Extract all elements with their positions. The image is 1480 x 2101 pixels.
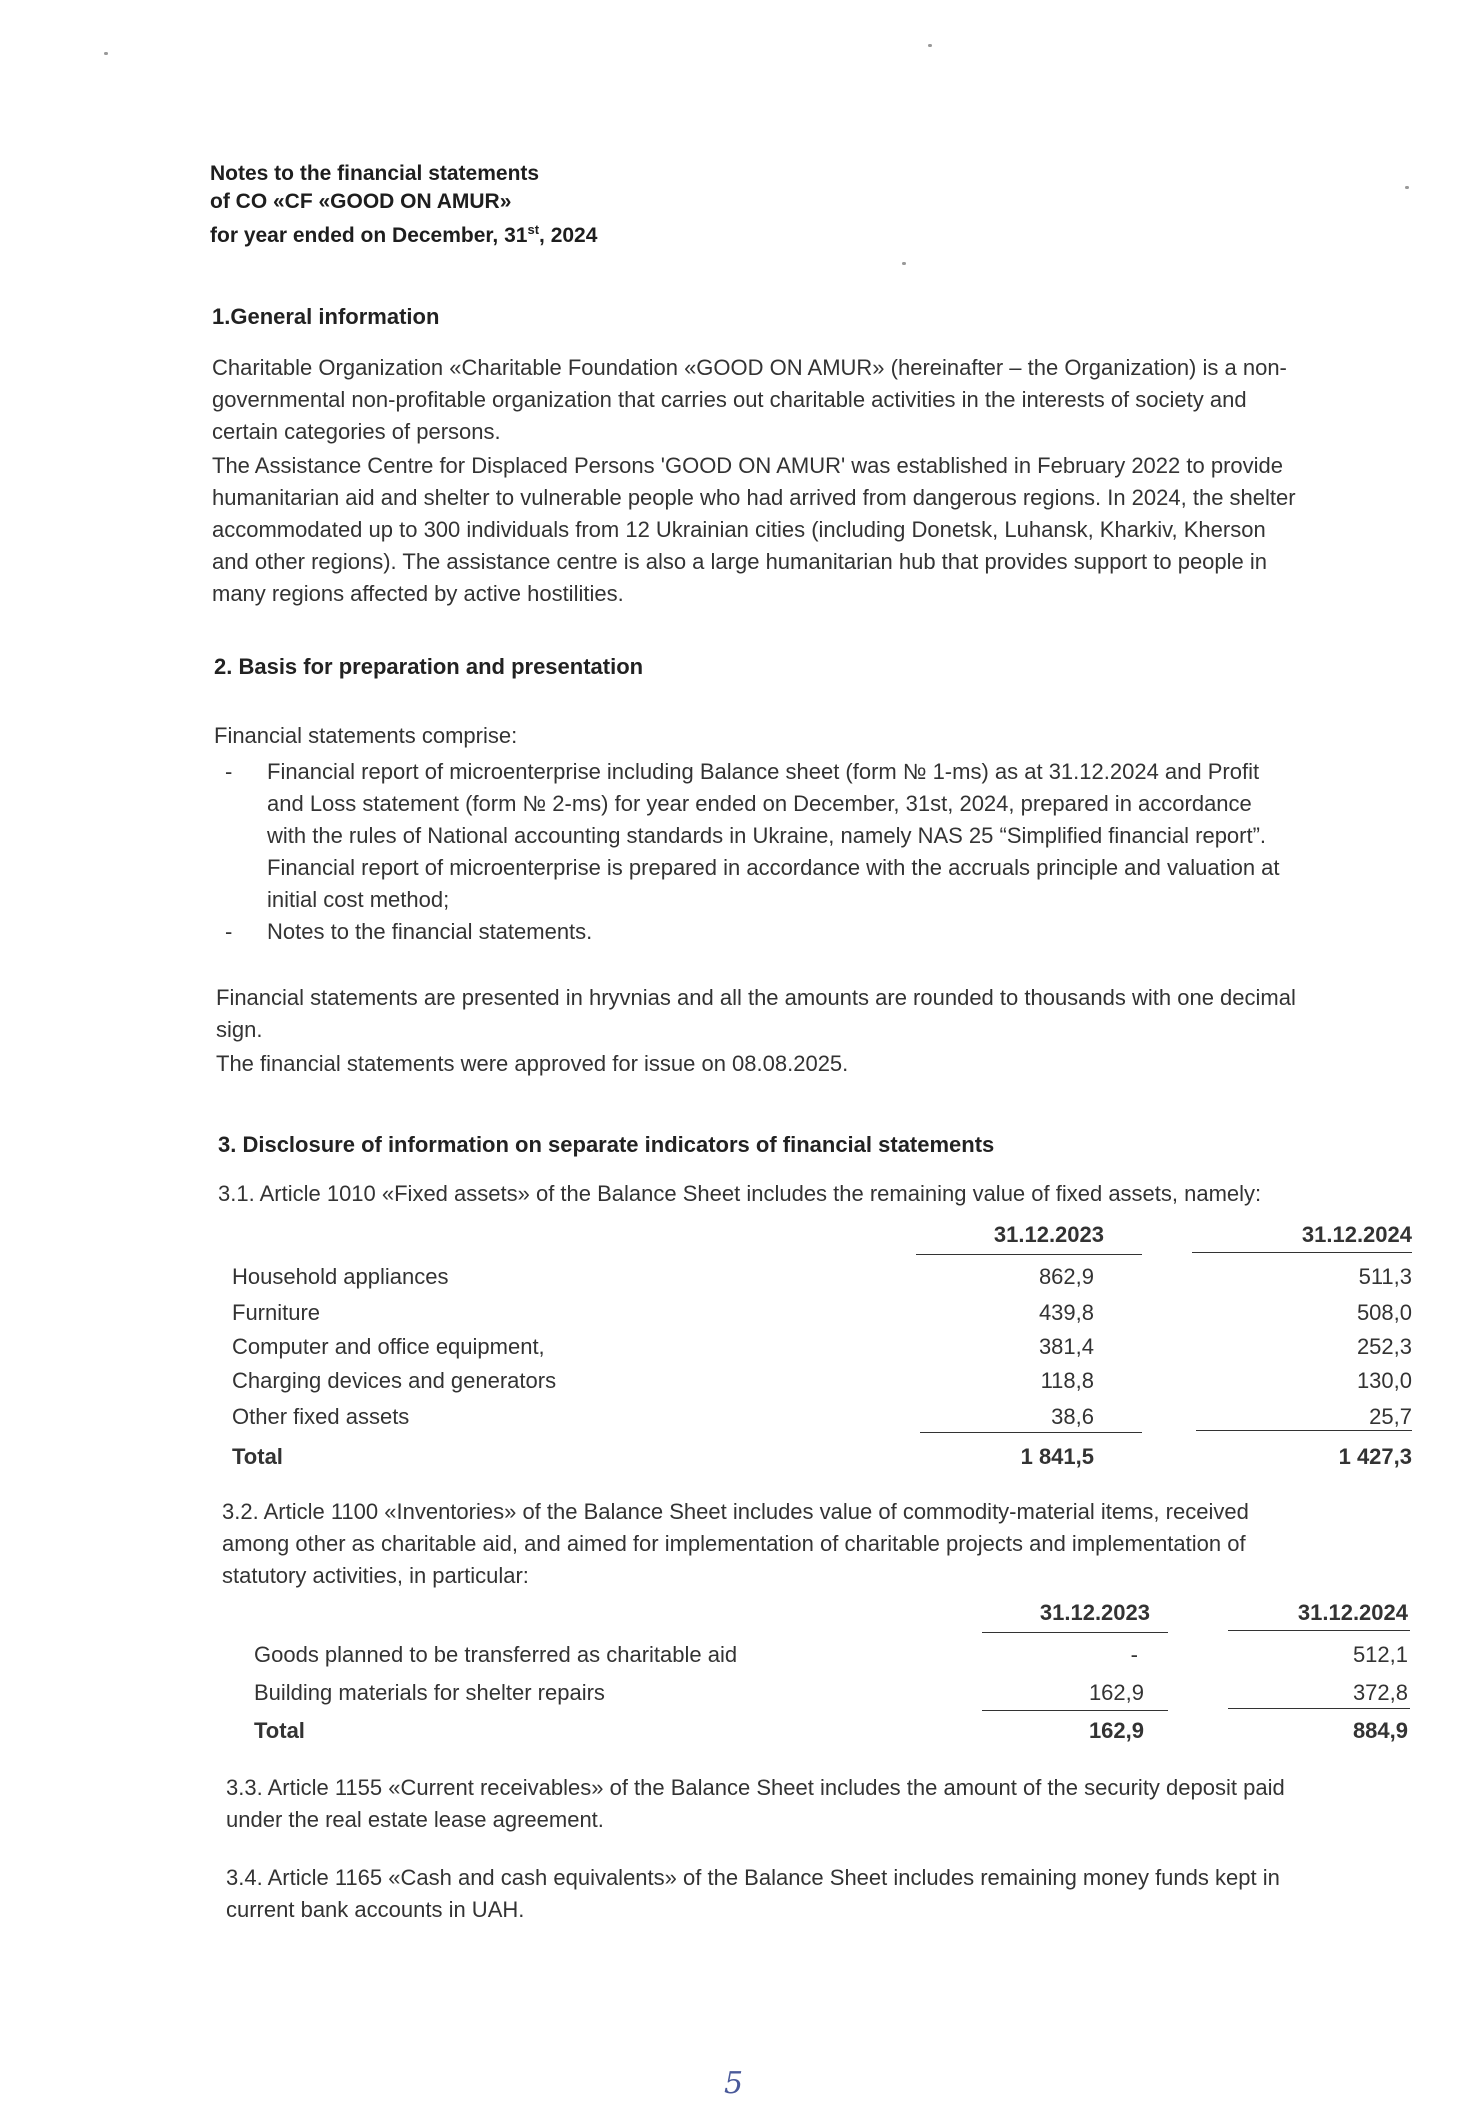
scan-speck bbox=[928, 44, 932, 47]
table-row bbox=[232, 1334, 1412, 1366]
table-row bbox=[232, 1368, 1412, 1400]
title-line-3-end: , 2024 bbox=[539, 224, 598, 247]
text-line: under the real estate lease agreement. bbox=[226, 1807, 604, 1832]
text-line: with the rules of National accounting standards in Ukraine, namely NAS 25 “Simplified financial report”. bbox=[267, 823, 1267, 848]
row-label: Furniture bbox=[232, 1300, 321, 1325]
section-3-1-text: 3.1. Article 1010 «Fixed assets» of the Balance Sheet includes the remaining value of fixed assets, namely: bbox=[218, 1181, 1262, 1206]
section-2-heading: 2. Basis for preparation and presentation bbox=[214, 654, 644, 679]
text-line: sign. bbox=[216, 1017, 263, 1042]
row-label: Household appliances bbox=[232, 1264, 449, 1289]
total-2024: 1 427,3 bbox=[1338, 1444, 1412, 1469]
title-line-1: Notes to the financial statements bbox=[210, 162, 540, 185]
text-line: and other regions). The assistance centre is also a large humanitarian hub that provides support to people in bbox=[212, 549, 1268, 574]
text-line: among other as charitable aid, and aimed for implementation of charitable projects and implementation of bbox=[222, 1531, 1246, 1556]
total-rule-2023 bbox=[920, 1432, 1142, 1433]
bullet-dash: - bbox=[225, 759, 233, 784]
total-rule-2024 bbox=[1228, 1708, 1410, 1709]
section-1-paragraph-1 bbox=[212, 352, 1412, 448]
column-header-2024: 31.12.2024 bbox=[1297, 1600, 1408, 1625]
section-3-3-text bbox=[226, 1772, 1422, 1836]
scan-speck bbox=[104, 52, 108, 55]
title-line-3 bbox=[210, 216, 597, 250]
title-line-3-text: for year ended on December, 31 bbox=[210, 224, 528, 247]
section-3-heading: 3. Disclosure of information on separate indicators of financial statements bbox=[218, 1132, 995, 1157]
section-3-2-text bbox=[222, 1496, 1420, 1592]
value-2023: 439,8 bbox=[1038, 1300, 1094, 1325]
value-2023: 118,8 bbox=[1040, 1368, 1094, 1393]
value-2023: 862,9 bbox=[1038, 1264, 1094, 1289]
table-header-row bbox=[254, 1600, 1410, 1632]
total-2023: 1 841,5 bbox=[1020, 1444, 1094, 1469]
text-line: Financial statements are presented in hryvnias and all the amounts are rounded to thousands with one decimal bbox=[216, 985, 1296, 1010]
column-header-2023: 31.12.2023 bbox=[993, 1222, 1104, 1247]
total-2023: 162,9 bbox=[1088, 1718, 1144, 1743]
table-row bbox=[232, 1300, 1412, 1332]
row-label: Building materials for shelter repairs bbox=[254, 1680, 605, 1705]
text-line: initial cost method; bbox=[267, 887, 450, 912]
header-underline-2024 bbox=[1228, 1630, 1410, 1631]
value-2023: - bbox=[1130, 1642, 1138, 1667]
title-line-2: of CO «CF «GOOD ON AMUR» bbox=[210, 190, 512, 213]
row-label: Other fixed assets bbox=[232, 1404, 410, 1429]
section-2-bullet-list bbox=[215, 756, 1415, 948]
section-2-intro: Financial statements comprise: bbox=[214, 723, 518, 748]
bullet-item bbox=[215, 916, 1415, 948]
inventories-table bbox=[254, 1598, 1410, 1758]
text-line: 3.2. Article 1100 «Inventories» of the Balance Sheet includes value of commodity-material items, received bbox=[222, 1499, 1249, 1524]
text-line: governmental non-profitable organization that carries out charitable activities in the interests of society and bbox=[212, 387, 1247, 412]
value-2024: 511,3 bbox=[1358, 1264, 1412, 1289]
table-total-row bbox=[232, 1444, 1412, 1476]
text-line: many regions affected by active hostilities. bbox=[212, 581, 624, 606]
header-underline-2024 bbox=[1192, 1252, 1412, 1253]
section-3-4-text bbox=[226, 1862, 1422, 1926]
header-underline-2023 bbox=[916, 1254, 1142, 1255]
header-underline-2023 bbox=[982, 1632, 1168, 1633]
fixed-assets-table bbox=[232, 1220, 1412, 1480]
total-label: Total bbox=[254, 1718, 305, 1743]
scan-speck bbox=[1405, 186, 1409, 189]
text-line: 3.4. Article 1165 «Cash and cash equivalents» of the Balance Sheet includes remaining money funds kept in bbox=[226, 1865, 1280, 1890]
section-2-paragraph-2: The financial statements were approved for issue on 08.08.2025. bbox=[216, 1051, 849, 1076]
text-line: certain categories of persons. bbox=[212, 419, 501, 444]
text-line: humanitarian aid and shelter to vulnerable people who had arrived from dangerous regions. In 2024, the shelter bbox=[212, 485, 1296, 510]
table-total-row bbox=[254, 1718, 1410, 1750]
scan-speck bbox=[902, 262, 906, 265]
page-number: 5 bbox=[724, 2066, 744, 2101]
text-line: Charitable Organization «Charitable Foundation «GOOD ON AMUR» (hereinafter – the Organization) is a non- bbox=[212, 355, 1287, 380]
value-2024: 512,1 bbox=[1352, 1642, 1408, 1667]
value-2024: 252,3 bbox=[1356, 1334, 1412, 1359]
value-2024: 508,0 bbox=[1356, 1300, 1412, 1325]
row-label: Goods planned to be transferred as charitable aid bbox=[254, 1642, 738, 1667]
section-2-paragraph-1 bbox=[216, 982, 1416, 1046]
section-1-heading: 1.General information bbox=[212, 304, 440, 329]
value-2024: 25,7 bbox=[1369, 1404, 1412, 1429]
table-row bbox=[232, 1404, 1412, 1436]
value-2023: 162,9 bbox=[1088, 1680, 1144, 1705]
row-label: Computer and office equipment, bbox=[232, 1334, 545, 1359]
total-2024: 884,9 bbox=[1352, 1718, 1408, 1743]
table-row bbox=[232, 1264, 1412, 1296]
column-header-2024: 31.12.2024 bbox=[1301, 1222, 1412, 1247]
table-header-row bbox=[232, 1222, 1412, 1254]
table-row bbox=[254, 1642, 1410, 1674]
value-2024: 130,0 bbox=[1356, 1368, 1412, 1393]
total-rule-2024 bbox=[1196, 1430, 1412, 1431]
text-line: Notes to the financial statements. bbox=[267, 919, 593, 944]
document-title bbox=[210, 160, 597, 250]
section-1-paragraph-2 bbox=[212, 450, 1412, 610]
text-line: current bank accounts in UAH. bbox=[226, 1897, 525, 1922]
total-label: Total bbox=[232, 1444, 283, 1469]
text-line: The Assistance Centre for Displaced Persons 'GOOD ON AMUR' was established in February 2022 to provide bbox=[212, 453, 1283, 478]
column-header-2023: 31.12.2023 bbox=[1039, 1600, 1150, 1625]
value-2024: 372,8 bbox=[1352, 1680, 1408, 1705]
row-label: Charging devices and generators bbox=[232, 1368, 557, 1393]
value-2023: 38,6 bbox=[1051, 1404, 1094, 1429]
text-line: statutory activities, in particular: bbox=[222, 1563, 529, 1588]
text-line: and Loss statement (form № 2-ms) for year ended on December, 31st, 2024, prepared in accordance bbox=[267, 791, 1252, 816]
text-line: Financial report of microenterprise is prepared in accordance with the accruals principle and valuation at bbox=[267, 855, 1280, 880]
value-2023: 381,4 bbox=[1038, 1334, 1094, 1359]
text-line: accommodated up to 300 individuals from 12 Ukrainian cities (including Donetsk, Luhansk, Kharkiv, Kherson bbox=[212, 517, 1266, 542]
text-line: Financial report of microenterprise including Balance sheet (form № 1-ms) as at 31.12.2024 and Profit bbox=[267, 759, 1260, 784]
bullet-dash: - bbox=[225, 919, 233, 944]
bullet-item bbox=[215, 756, 1415, 916]
total-rule-2023 bbox=[982, 1710, 1168, 1711]
title-superscript: st bbox=[527, 222, 540, 237]
text-line: 3.3. Article 1155 «Current receivables» of the Balance Sheet includes the amount of the security deposit paid bbox=[226, 1775, 1285, 1800]
